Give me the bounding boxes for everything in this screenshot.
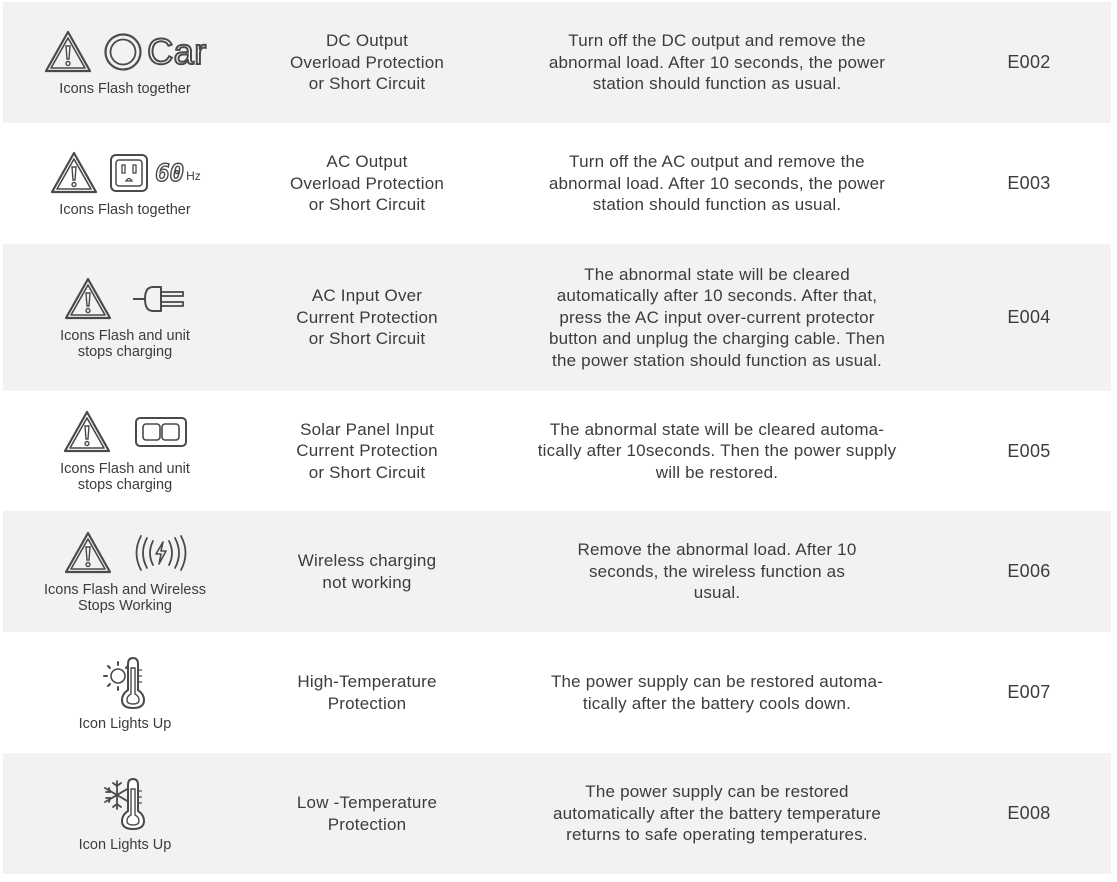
indicator-note: Icons Flash and unit stops charging [60,461,190,493]
indicator-cell [3,775,247,853]
table-row [3,244,1111,391]
fault-condition: DC Output Overload Protection or Short Circuit [289,31,445,94]
indicator-cell [3,150,247,218]
solar-panel-icon [134,416,188,448]
solution-text: Turn off the AC output and remove the abnormal load. After 10 seconds, the power station should function as usual. [548,152,886,215]
warning-triangle-icon [63,530,113,576]
solution-text: Turn off the DC output and remove the abnormal load. After 10 seconds, the power station should function as usual. [548,31,886,94]
fault-condition: High-Temperature Protection [297,672,437,713]
frequency-unit: Hz [186,168,201,183]
error-code: E004 [1007,307,1051,327]
solution-text: Remove the abnormal load. After 10 seconds, the wireless function as usual. [577,540,857,603]
car-label: Car [147,30,207,72]
error-code: E003 [1007,173,1051,193]
warning-triangle-icon [62,409,112,455]
indicator-note: Icon Lights Up [78,715,172,732]
error-code-table [3,2,1111,874]
plug-icon [131,284,187,314]
table-row [3,391,1111,511]
indicator-cell [3,409,247,493]
ring-icon [103,32,143,72]
fault-condition: Low -Temperature Protection [296,793,438,834]
fault-condition: Solar Panel Input Current Protection or Short Circuit [296,419,438,482]
table-row [3,123,1111,244]
error-code: E007 [1007,682,1051,702]
solution-text: The power supply can be restored automa- tically after the battery cools down. [550,672,884,713]
indicator-note: Icon Lights Up [78,836,172,853]
table-row [3,632,1111,753]
table-row [3,2,1111,123]
indicator-cell [3,29,247,97]
error-code: E008 [1007,803,1051,823]
high-temperature-icon [102,654,148,710]
indicator-cell [3,654,247,732]
indicator-note: Icons Flash and Wireless Stops Working [44,581,206,614]
indicator-cell [3,530,247,614]
table-row [3,511,1111,632]
solution-text: The abnormal state will be cleared automa- tically after 10seconds. Then the power supply will be restored. [537,419,897,482]
wireless-charging-icon [135,533,187,573]
ac-outlet-icon [109,153,149,193]
warning-triangle-icon [43,29,93,75]
low-temperature-icon [102,775,148,831]
indicator-note: Icons Flash together [59,201,191,218]
warning-triangle-icon [49,150,99,196]
frequency-value: 60 [155,158,185,187]
error-code: E006 [1007,561,1051,581]
indicator-note: Icons Flash and unit stops charging [60,327,190,360]
error-code: E005 [1007,440,1051,461]
fault-condition: AC Output Overload Protection or Short Circuit [289,152,445,215]
fault-condition: AC Input Over Current Protection or Short Circuit [296,286,438,349]
solution-text: The abnormal state will be cleared automatically after 10 seconds. After that, press the AC input over-current protector button and unplug the charging cable. Then the power station should function as usual. [548,264,886,370]
fault-condition: Wireless charging not working [297,551,437,592]
table-row [3,753,1111,874]
solution-text: The power supply can be restored automatically after the battery temperature returns to safe operating temperatures. [553,782,881,845]
indicator-cell [3,276,247,360]
error-code: E002 [1007,52,1051,72]
frequency-readout [155,158,201,187]
warning-triangle-icon [63,276,113,322]
indicator-note: Icons Flash together [59,80,191,97]
